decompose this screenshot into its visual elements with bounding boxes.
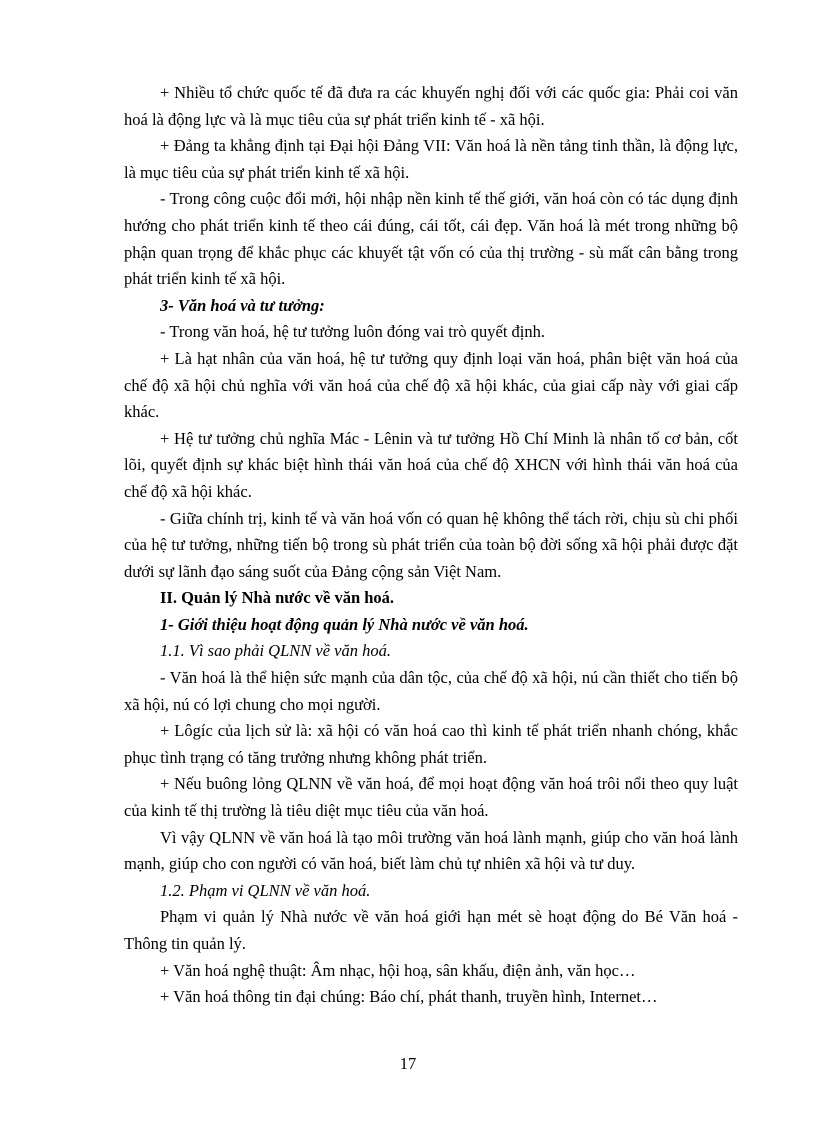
paragraph: Vì vậy QLNN về văn hoá là tạo môi trường văn hoá lành mạnh, giúp cho văn hoá lành mạnh, giúp cho con người có văn hoá, biết làm chủ tự nhiên xã hội và tư duy. — [124, 827, 738, 874]
paragraph: + Nếu buông lỏng QLNN về văn hoá, để mọi hoạt động văn hoá trôi nổi theo quy luật của kinh tế thị trường là tiêu diệt mục tiêu của văn hoá. — [124, 774, 738, 821]
paragraph: + Hệ tư tưởng chủ nghĩa Mác - Lênin và tư tưởng Hồ Chí Minh là nhân tố cơ bản, cốt lõi, quyết định sự khác biệt hình thái văn hoá của chế độ XHCN với hình thái văn hoá của chế độ xã hội khác. — [124, 428, 738, 501]
paragraph: - Văn hoá là thể hiện sức mạnh của dân tộc, của chế độ xã hội, nú cần thiết cho tiến bộ xã hội, nú có lợi chung cho mọi người. — [124, 668, 738, 714]
paragraph: + Lôgíc của lịch sử là: xã hội có văn hoá cao thì kinh tế phát triển nhanh chóng, khắc phục tình trạng có tăng trưởng nhưng không phát triển. — [124, 721, 738, 767]
paragraph: Phạm vi quản lý Nhà nước về văn hoá giới hạn mét sè hoạt động do Bé Văn hoá - Thông tin quản lý. — [124, 907, 738, 953]
paragraph: + Văn hoá nghệ thuật: Âm nhạc, hội hoạ, sân khấu, điện ảnh, văn học… — [160, 960, 636, 980]
paragraph: - Giữa chính trị, kinh tế và văn hoá vốn có quan hệ không thể tách rời, chịu sù chi phối của hệ tư tưởng, những tiến bộ trong sù phát triển của toàn bộ đời sống xã hội phải được đặt dưới sự lãnh đạo sáng suốt của Đảng cộng sản Việt Nam. — [124, 508, 738, 581]
chapter-heading: II. Quản lý Nhà nước về văn hoá. — [160, 588, 395, 608]
paragraph: + Nhiều tổ chức quốc tế đã đưa ra các khuyến nghị đối với các quốc gia: Phải coi văn hoá là động lực và là mục tiêu của sự phát triển kinh tế - xã hội. — [124, 83, 738, 129]
section-heading: 1- Giới thiệu hoạt động quản lý Nhà nước về văn hoá. — [160, 614, 529, 634]
paragraph: + Đảng ta khẳng định tại Đại hội Đảng VII: Văn hoá là nền tảng tinh thần, là động lực, là mục tiêu của sự phát triển kinh tế xã hội. — [124, 136, 738, 182]
subsection-heading: 1.1. Vì sao phải QLNN về văn hoá. — [160, 641, 391, 661]
section-heading: 3- Văn hoá và tư tưởng: — [160, 295, 325, 315]
page-number: 17 — [399, 1054, 417, 1073]
paragraph: + Là hạt nhân của văn hoá, hệ tư tưởng quy định loại văn hoá, phân biệt văn hoá của chế độ xã hội chủ nghĩa với văn hoá của chế độ xã hội khác, của giai cấp này với giai cấp khác. — [124, 348, 738, 422]
paragraph: - Trong công cuộc đổi mới, hội nhập nền kinh tế thế giới, văn hoá còn có tác dụng định hướng cho phát triển kinh tế theo cái đúng, cái tốt, cái đẹp. Văn hoá là mét trong những bộ phận quan trọng để khắc phục các khuyết tật vốn có của thị trường - sù mất cân bằng trong phát triển kinh tế xã hội. — [124, 189, 738, 289]
subsection-heading: 1.2. Phạm vi QLNN về văn hoá. — [160, 880, 371, 900]
paragraph: - Trong văn hoá, hệ tư tưởng luôn đóng vai trò quyết định. — [160, 322, 546, 342]
paragraph: + Văn hoá thông tin đại chúng: Báo chí, phát thanh, truyền hình, Internet… — [160, 987, 658, 1007]
page-body — [124, 80, 738, 1011]
